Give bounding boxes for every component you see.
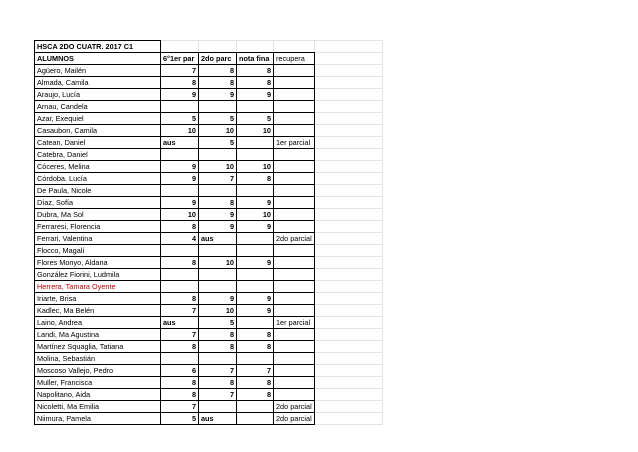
empty-cell[interactable] [314, 65, 382, 77]
header-nota-final[interactable]: nota fina [237, 53, 274, 65]
second-partial-cell[interactable]: aus [199, 233, 237, 245]
recovery-cell[interactable] [274, 353, 315, 365]
student-name-cell[interactable]: Flocco, Magalí [35, 245, 161, 257]
empty-cell[interactable] [314, 353, 382, 365]
second-partial-cell[interactable]: 8 [199, 329, 237, 341]
empty-cell[interactable] [314, 161, 382, 173]
header-1er-parcial[interactable]: 6°1er par [161, 53, 199, 65]
student-row [35, 101, 383, 113]
second-partial-cell[interactable]: 5 [199, 113, 237, 125]
second-partial-cell[interactable]: 8 [199, 77, 237, 89]
student-row [35, 293, 383, 305]
student-name-cell[interactable]: Almada, Camila [35, 77, 161, 89]
first-partial-cell[interactable]: 9 [161, 89, 199, 101]
first-partial-cell[interactable] [161, 353, 199, 365]
final-grade-cell[interactable]: 8 [237, 389, 274, 401]
student-name-cell[interactable]: Molina, Sebastián [35, 353, 161, 365]
recovery-cell[interactable]: 2do parcial [274, 401, 315, 413]
final-grade-cell[interactable]: 7 [237, 365, 274, 377]
empty-cell[interactable] [314, 365, 382, 377]
student-name-cell[interactable]: Agüero, Mailén [35, 65, 161, 77]
recovery-cell[interactable] [274, 101, 315, 113]
recovery-cell[interactable] [274, 173, 315, 185]
student-row [35, 305, 383, 317]
second-partial-cell[interactable]: 9 [199, 293, 237, 305]
second-partial-cell[interactable]: 8 [199, 65, 237, 77]
student-row [35, 149, 383, 161]
first-partial-cell[interactable]: 10 [161, 125, 199, 137]
header-recupera[interactable]: recupera [274, 53, 315, 65]
student-name-cell[interactable]: Catebra, Daniel [35, 149, 161, 161]
final-grade-cell[interactable] [237, 233, 274, 245]
empty-cell[interactable] [314, 317, 382, 329]
first-partial-cell[interactable]: 7 [161, 329, 199, 341]
second-partial-cell[interactable]: 8 [199, 341, 237, 353]
recovery-cell[interactable] [274, 89, 315, 101]
grades-sheet [34, 40, 383, 425]
first-partial-cell[interactable]: aus [161, 137, 199, 149]
final-grade-cell[interactable]: 10 [237, 161, 274, 173]
second-partial-cell[interactable]: 5 [199, 317, 237, 329]
sheet-title-row [35, 41, 383, 53]
first-partial-cell[interactable]: aus [161, 317, 199, 329]
student-row [35, 377, 383, 389]
student-name-cell[interactable]: Arnau, Candela [35, 101, 161, 113]
student-name-cell[interactable]: De Paula, Nicole [35, 185, 161, 197]
empty-cell[interactable] [314, 377, 382, 389]
second-partial-cell[interactable]: 8 [199, 377, 237, 389]
student-name-cell[interactable]: Laino, Andrea [35, 317, 161, 329]
second-partial-cell[interactable]: 9 [199, 89, 237, 101]
second-partial-cell[interactable]: 5 [199, 137, 237, 149]
student-name-cell[interactable]: Nicoletti, Ma Emilia [35, 401, 161, 413]
second-partial-cell[interactable] [199, 101, 237, 113]
student-name-cell[interactable]: Landi, Ma Agustina [35, 329, 161, 341]
student-name-cell[interactable]: Cóceres, Melina [35, 161, 161, 173]
empty-cell[interactable] [314, 257, 382, 269]
final-grade-cell[interactable]: 9 [237, 305, 274, 317]
recovery-cell[interactable] [274, 65, 315, 77]
header-2do-parcial[interactable]: 2do parc [199, 53, 237, 65]
recovery-cell[interactable] [274, 197, 315, 209]
final-grade-cell[interactable] [237, 317, 274, 329]
second-partial-cell[interactable]: 7 [199, 365, 237, 377]
student-name-cell[interactable]: Córdoba. Lucía [35, 173, 161, 185]
first-partial-cell[interactable]: 7 [161, 401, 199, 413]
student-name-cell[interactable]: Herrera, Tamara Oyente [35, 281, 161, 293]
student-name-cell[interactable]: Casaubon, Camila [35, 125, 161, 137]
student-name-cell[interactable]: Díaz, Sofía [35, 197, 161, 209]
recovery-cell[interactable] [274, 149, 315, 161]
final-grade-cell[interactable] [237, 269, 274, 281]
student-row [35, 317, 383, 329]
recovery-cell[interactable] [274, 257, 315, 269]
empty-cell[interactable] [314, 269, 382, 281]
student-row [35, 353, 383, 365]
final-grade-cell[interactable]: 10 [237, 209, 274, 221]
final-grade-cell[interactable]: 8 [237, 77, 274, 89]
second-partial-cell[interactable] [199, 401, 237, 413]
student-row [35, 389, 383, 401]
first-partial-cell[interactable] [161, 269, 199, 281]
empty-cell[interactable] [314, 101, 382, 113]
student-row [35, 281, 383, 293]
first-partial-cell[interactable]: 8 [161, 341, 199, 353]
empty-cell[interactable] [314, 209, 382, 221]
student-name-cell[interactable]: Catean, Daniel [35, 137, 161, 149]
recovery-cell[interactable] [274, 293, 315, 305]
student-name-cell[interactable]: González Fiorini, Ludmila [35, 269, 161, 281]
student-row [35, 113, 383, 125]
student-row [35, 161, 383, 173]
final-grade-cell[interactable] [237, 401, 274, 413]
student-row [35, 221, 383, 233]
student-name-cell[interactable]: Araujo, Lucía [35, 89, 161, 101]
first-partial-cell[interactable] [161, 101, 199, 113]
student-row [35, 209, 383, 221]
second-partial-cell[interactable]: 10 [199, 161, 237, 173]
student-row [35, 401, 383, 413]
first-partial-cell[interactable]: 5 [161, 413, 199, 425]
final-grade-cell[interactable] [237, 149, 274, 161]
empty-cell[interactable] [314, 77, 382, 89]
first-partial-cell[interactable]: 8 [161, 77, 199, 89]
student-name-cell[interactable]: Ferraresi, Florencia [35, 221, 161, 233]
title-empty-cell[interactable] [274, 41, 315, 53]
recovery-cell[interactable] [274, 245, 315, 257]
second-partial-cell[interactable] [199, 149, 237, 161]
header-alumnos[interactable]: ALUMNOS [35, 53, 161, 65]
student-row [35, 341, 383, 353]
first-partial-cell[interactable]: 8 [161, 221, 199, 233]
student-row [35, 245, 383, 257]
second-partial-cell[interactable]: 10 [199, 125, 237, 137]
student-row [35, 77, 383, 89]
student-name-cell[interactable]: Muller, Francisca [35, 377, 161, 389]
student-row [35, 137, 383, 149]
recovery-cell[interactable] [274, 161, 315, 173]
first-partial-cell[interactable]: 9 [161, 173, 199, 185]
student-name-cell[interactable]: Flores Monyo, Aldana [35, 257, 161, 269]
first-partial-cell[interactable]: 7 [161, 65, 199, 77]
student-name-cell[interactable]: Iriarte, Brisa [35, 293, 161, 305]
first-partial-cell[interactable]: 10 [161, 209, 199, 221]
student-row [35, 269, 383, 281]
first-partial-cell[interactable]: 4 [161, 233, 199, 245]
first-partial-cell[interactable]: 9 [161, 161, 199, 173]
student-row [35, 89, 383, 101]
recovery-cell[interactable] [274, 305, 315, 317]
student-row [35, 329, 383, 341]
student-name-cell[interactable]: Niimura, Pamela [35, 413, 161, 425]
final-grade-cell[interactable] [237, 185, 274, 197]
second-partial-cell[interactable]: 8 [199, 197, 237, 209]
empty-cell[interactable] [314, 281, 382, 293]
recovery-cell[interactable] [274, 209, 315, 221]
second-partial-cell[interactable] [199, 353, 237, 365]
recovery-cell[interactable] [274, 365, 315, 377]
student-name-cell[interactable]: Kadlec, Ma Belén [35, 305, 161, 317]
student-row [35, 413, 383, 425]
second-partial-cell[interactable]: 10 [199, 305, 237, 317]
final-grade-cell[interactable]: 8 [237, 65, 274, 77]
student-row [35, 185, 383, 197]
recovery-cell[interactable] [274, 221, 315, 233]
recovery-cell[interactable] [274, 125, 315, 137]
empty-cell[interactable] [314, 329, 382, 341]
student-row [35, 125, 383, 137]
first-partial-cell[interactable]: 9 [161, 197, 199, 209]
recovery-cell[interactable] [274, 185, 315, 197]
first-partial-cell[interactable]: 6 [161, 365, 199, 377]
second-partial-cell[interactable]: 7 [199, 173, 237, 185]
recovery-cell[interactable] [274, 113, 315, 125]
empty-cell[interactable] [314, 53, 382, 65]
first-partial-cell[interactable] [161, 281, 199, 293]
final-grade-cell[interactable] [237, 281, 274, 293]
recovery-cell[interactable]: 1er parcial [274, 137, 315, 149]
empty-cell[interactable] [314, 125, 382, 137]
first-partial-cell[interactable]: 8 [161, 293, 199, 305]
empty-cell[interactable] [314, 221, 382, 233]
recovery-cell[interactable] [274, 281, 315, 293]
sheet-body [35, 41, 383, 425]
second-partial-cell[interactable]: aus [199, 413, 237, 425]
recovery-cell[interactable] [274, 269, 315, 281]
final-grade-cell[interactable]: 9 [237, 257, 274, 269]
first-partial-cell[interactable]: 8 [161, 389, 199, 401]
first-partial-cell[interactable] [161, 185, 199, 197]
sheet-title[interactable]: HSCA 2DO CUATR. 2017 C1 [35, 41, 161, 53]
empty-cell[interactable] [314, 137, 382, 149]
recovery-cell[interactable] [274, 329, 315, 341]
empty-cell[interactable] [314, 305, 382, 317]
student-name-cell[interactable]: Azar, Exequiel [35, 113, 161, 125]
empty-cell[interactable] [314, 233, 382, 245]
student-name-cell[interactable]: Martínez Squaglia, Tatiana [35, 341, 161, 353]
final-grade-cell[interactable]: 9 [237, 89, 274, 101]
final-grade-cell[interactable]: 8 [237, 377, 274, 389]
empty-cell[interactable] [314, 149, 382, 161]
student-name-cell[interactable]: Napolitano, Aida [35, 389, 161, 401]
final-grade-cell[interactable]: 10 [237, 125, 274, 137]
final-grade-cell[interactable] [237, 101, 274, 113]
first-partial-cell[interactable] [161, 245, 199, 257]
recovery-cell[interactable] [274, 341, 315, 353]
second-partial-cell[interactable]: 10 [199, 257, 237, 269]
title-empty-cell[interactable] [237, 41, 274, 53]
empty-cell[interactable] [314, 113, 382, 125]
first-partial-cell[interactable]: 5 [161, 113, 199, 125]
empty-cell[interactable] [314, 185, 382, 197]
recovery-cell[interactable]: 2do parcial [274, 233, 315, 245]
first-partial-cell[interactable]: 8 [161, 377, 199, 389]
final-grade-cell[interactable]: 8 [237, 329, 274, 341]
final-grade-cell[interactable]: 9 [237, 197, 274, 209]
final-grade-cell[interactable]: 5 [237, 113, 274, 125]
final-grade-cell[interactable] [237, 245, 274, 257]
recovery-cell[interactable] [274, 389, 315, 401]
student-name-cell[interactable]: Moscoso Vallejo, Pedro [35, 365, 161, 377]
empty-cell[interactable] [314, 173, 382, 185]
student-row [35, 257, 383, 269]
student-row [35, 173, 383, 185]
recovery-cell[interactable]: 1er parcial [274, 317, 315, 329]
empty-cell[interactable] [314, 197, 382, 209]
second-partial-cell[interactable]: 9 [199, 221, 237, 233]
second-partial-cell[interactable] [199, 281, 237, 293]
second-partial-cell[interactable]: 9 [199, 209, 237, 221]
title-empty-cell[interactable] [199, 41, 237, 53]
recovery-cell[interactable] [274, 377, 315, 389]
empty-cell[interactable] [314, 245, 382, 257]
empty-cell[interactable] [314, 401, 382, 413]
final-grade-cell[interactable] [237, 137, 274, 149]
title-empty-cell[interactable] [314, 41, 382, 53]
second-partial-cell[interactable] [199, 269, 237, 281]
empty-cell[interactable] [314, 413, 382, 425]
recovery-cell[interactable] [274, 77, 315, 89]
second-partial-cell[interactable]: 7 [199, 389, 237, 401]
recovery-cell[interactable]: 2do parcial [274, 413, 315, 425]
title-empty-cell[interactable] [161, 41, 199, 53]
first-partial-cell[interactable]: 7 [161, 305, 199, 317]
first-partial-cell[interactable]: 8 [161, 257, 199, 269]
header-row [35, 53, 383, 65]
student-name-cell[interactable]: Ferrari, Valentina [35, 233, 161, 245]
second-partial-cell[interactable] [199, 245, 237, 257]
student-row [35, 365, 383, 377]
second-partial-cell[interactable] [199, 185, 237, 197]
student-row [35, 233, 383, 245]
final-grade-cell[interactable]: 9 [237, 221, 274, 233]
final-grade-cell[interactable] [237, 353, 274, 365]
final-grade-cell[interactable]: 8 [237, 173, 274, 185]
empty-cell[interactable] [314, 89, 382, 101]
final-grade-cell[interactable]: 8 [237, 341, 274, 353]
student-name-cell[interactable]: Dubra, Ma Sol [35, 209, 161, 221]
first-partial-cell[interactable] [161, 149, 199, 161]
empty-cell[interactable] [314, 389, 382, 401]
student-row [35, 197, 383, 209]
final-grade-cell[interactable]: 9 [237, 293, 274, 305]
student-row [35, 65, 383, 77]
empty-cell[interactable] [314, 293, 382, 305]
final-grade-cell[interactable] [237, 413, 274, 425]
empty-cell[interactable] [314, 341, 382, 353]
